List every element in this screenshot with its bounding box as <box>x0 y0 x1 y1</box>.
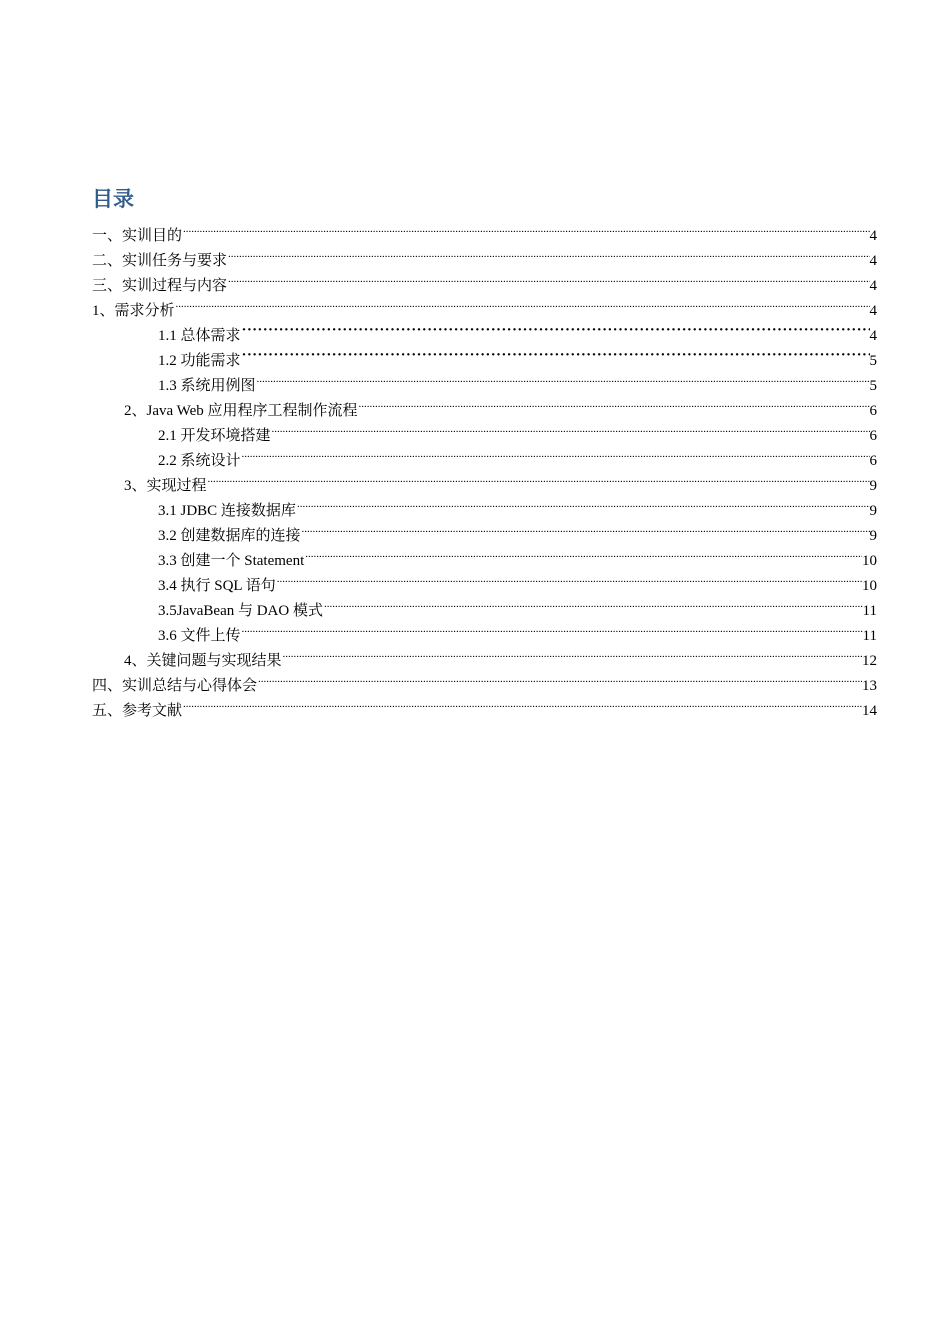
toc-entry-label: 三、实训过程与内容 <box>92 278 228 294</box>
toc-entry-label: 二、实训任务与要求 <box>92 253 228 269</box>
toc-entry-label: 1.2 功能需求 <box>158 353 241 369</box>
toc-entry[interactable] <box>0 240 950 269</box>
toc-entry[interactable] <box>0 540 950 569</box>
toc-entry[interactable] <box>0 340 950 369</box>
toc-entry-label: 4、关键问题与实现结果 <box>124 653 282 669</box>
toc-dot-leader <box>175 290 870 315</box>
toc-entry-page-number: 12 <box>862 653 877 669</box>
toc-dot-leader <box>296 490 870 515</box>
toc-dot-leader <box>182 690 862 715</box>
toc-dot-leader <box>282 640 862 665</box>
toc-entry[interactable] <box>0 440 950 469</box>
toc-entry-page-number: 10 <box>862 578 877 594</box>
toc-entry-label: 四、实训总结与心得体会 <box>92 678 258 694</box>
toc-dot-leader <box>276 565 862 590</box>
toc-entry[interactable] <box>0 590 950 619</box>
toc-dot-leader <box>241 615 863 640</box>
toc-entry[interactable] <box>0 640 950 669</box>
toc-entry-page-number: 11 <box>862 628 877 644</box>
toc-entry-label: 2、Java Web 应用程序工程制作流程 <box>124 403 358 419</box>
toc-dot-leader <box>304 540 862 565</box>
toc-dot-leader <box>182 215 869 240</box>
toc-entry[interactable] <box>0 215 950 244</box>
toc-entry-label: 3.6 文件上传 <box>158 628 241 644</box>
toc-entry-label: 五、参考文献 <box>92 703 183 719</box>
toc-entry-label: 3.4 执行 SQL 语句 <box>158 578 276 594</box>
toc-entry-page-number: 6 <box>869 453 877 469</box>
toc-entry[interactable] <box>0 315 950 344</box>
toc-entry-label: 1.1 总体需求 <box>158 328 241 344</box>
toc-dot-leader <box>256 365 870 390</box>
toc-dot-leader <box>301 515 870 540</box>
toc-entry-page-number: 4 <box>869 278 877 294</box>
toc-entry-label: 1.3 系统用例图 <box>158 378 256 394</box>
toc-dot-leader <box>227 240 869 265</box>
toc-dot-leader <box>323 590 863 615</box>
toc-entry[interactable] <box>0 365 950 394</box>
toc-entry-label: 一、实训目的 <box>92 228 183 244</box>
toc-entry[interactable] <box>0 290 950 319</box>
toc-entry[interactable] <box>0 265 950 294</box>
toc-dot-leader <box>241 440 870 465</box>
toc-entry[interactable] <box>0 390 950 419</box>
toc-entry[interactable] <box>0 565 950 594</box>
toc-dot-leader <box>227 265 869 290</box>
toc-entry-label: 3、实现过程 <box>124 478 207 494</box>
toc-entry-label: 3.1 JDBC 连接数据库 <box>158 503 296 519</box>
toc-entry-page-number: 9 <box>869 528 877 544</box>
toc-title: 目录 <box>92 187 134 211</box>
toc-entry-label: 1、需求分析 <box>92 303 175 319</box>
toc-entry-label: 3.3 创建一个 Statement <box>158 553 305 569</box>
toc-entry-page-number: 6 <box>869 403 877 419</box>
toc-entry-page-number: 6 <box>869 428 877 444</box>
toc-entry-page-number: 9 <box>869 478 877 494</box>
toc-entry-label: 3.5JavaBean 与 DAO 模式 <box>158 603 323 619</box>
toc-entry[interactable] <box>0 515 950 544</box>
toc-entry-label: 3.2 创建数据库的连接 <box>158 528 301 544</box>
toc-entry-label: 2.2 系统设计 <box>158 453 241 469</box>
toc-entry-page-number: 13 <box>862 678 877 694</box>
toc-dot-leader <box>207 465 870 490</box>
toc-dot-leader <box>271 415 870 440</box>
toc-entry[interactable] <box>0 490 950 519</box>
toc-entry-page-number: 4 <box>869 328 877 344</box>
toc-entry-page-number: 4 <box>869 303 877 319</box>
toc-entry[interactable] <box>0 690 950 719</box>
toc-entry-page-number: 11 <box>862 603 877 619</box>
toc-entry-page-number: 10 <box>862 553 877 569</box>
toc-entry-page-number: 4 <box>869 228 877 244</box>
toc-list <box>0 215 950 719</box>
toc-dot-leader <box>241 315 870 340</box>
toc-entry-page-number: 5 <box>869 353 877 369</box>
toc-entry-page-number: 14 <box>862 703 877 719</box>
toc-dot-leader <box>358 390 870 415</box>
toc-entry-label: 2.1 开发环境搭建 <box>158 428 271 444</box>
toc-entry[interactable] <box>0 415 950 444</box>
toc-dot-leader <box>257 665 862 690</box>
toc-entry[interactable] <box>0 615 950 644</box>
toc-entry-page-number: 9 <box>869 503 877 519</box>
toc-entry-page-number: 5 <box>869 378 877 394</box>
toc-dot-leader <box>241 340 870 365</box>
toc-entry[interactable] <box>0 665 950 694</box>
toc-entry[interactable] <box>0 465 950 494</box>
toc-entry-page-number: 4 <box>869 253 877 269</box>
